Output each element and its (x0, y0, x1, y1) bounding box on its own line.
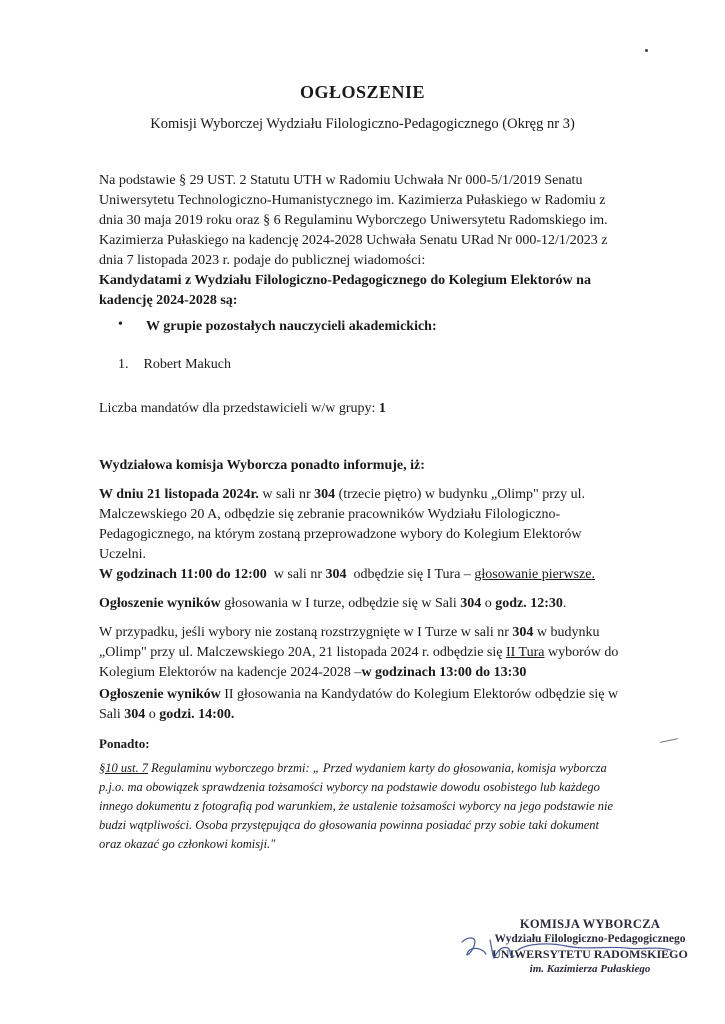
page-subtitle: Komisji Wyborczej Wydziału Filologiczno-Pedagogicznego (Okręg nr 3) (150, 116, 575, 132)
meeting-text: (trzecie piętro) w budynku „Olimp" przy ul. (335, 487, 585, 502)
candidates-heading-line: Kandydatami z Wydziału Filologiczno-Pedagogicznego do Kolegium Elektorów na (99, 273, 591, 288)
round2-text: Kolegium Elektorów na kadencje 2024-2028 – (99, 665, 362, 680)
stamp-line: KOMISJA WYBORCZA (519, 917, 661, 931)
bullet-icon: • (118, 317, 123, 332)
room-number: 304 (325, 567, 347, 582)
intro-line: dnia 30 maja 2019 roku oraz § 6 Regulaminu Wyborczego Uniwersytetu Radomskiego im. (99, 213, 608, 228)
room-number: 304 (512, 625, 534, 640)
list-item (118, 355, 678, 375)
stamp-line: Wydziału Filologiczno-Pedagogicznego (494, 933, 686, 945)
round2-text: w budynku (533, 625, 600, 640)
round2-text: wyborów do (544, 645, 619, 660)
results2-line (99, 685, 659, 705)
intro-line: Uniwersytetu Technologiczno-Humanistycznego im. Kazimierza Pułaskiego w Radomiu z (99, 193, 606, 208)
round2-hours: w godzinach 13:00 do 13:30 (361, 665, 527, 680)
meeting-date: W dniu 21 listopada 2024r. (99, 487, 259, 502)
mandates-text: Liczba mandatów dla przedstawicieli w/w grupy: (99, 401, 379, 416)
round1-text: odbędzie się I Tura – (346, 567, 475, 582)
room-number: 304 (460, 596, 482, 611)
meeting-line: Malczewskiego 20 A, odbędzie się zebranie pracowników Wydziału Filologiczno- (99, 507, 561, 522)
scan-speck (645, 49, 648, 52)
intro-line: dnia 7 listopada 2023 r. podaje do publicznej wiadomości: (99, 253, 426, 268)
results1-lead: Ogłoszenie wyników (99, 596, 221, 611)
room-number: 304 (124, 707, 146, 722)
group-label: W grupie pozostałych nauczycieli akademickich: (146, 319, 437, 334)
intro-paragraph (99, 171, 659, 271)
regulation-quote (99, 759, 669, 854)
results1-time: godz. 12:30 (495, 596, 563, 611)
round2-tura: II Tura (505, 645, 545, 660)
round1-text: w sali nr (266, 567, 326, 582)
results1-line (99, 594, 659, 614)
round2-line (99, 623, 669, 643)
meeting-line (99, 485, 659, 505)
meeting-paragraph (99, 485, 659, 565)
regulation-text: Regulaminu wyborczego brzmi: „ Przed wydaniem karty do głosowania, komisja wyborcza (147, 761, 607, 775)
meeting-line: Pedagogicznego, na którym zostaną przeprowadzone wybory do Kolegium Elektorów (99, 527, 582, 542)
regulation-ref: §10 ust. 7 (99, 761, 148, 775)
results2-line (99, 705, 659, 725)
page-title: OGŁOSZENIE (299, 82, 426, 102)
round2-paragraph (99, 623, 669, 683)
meeting-text: w sali nr (258, 487, 315, 502)
list-item-number: 1. (118, 357, 129, 372)
regulation-line: budzi wątpliwości. Osoba przystępująca do głosowania powinna posiadać przy sobie taki dokument (99, 818, 599, 832)
results1-text: o (481, 596, 496, 611)
regulation-line (99, 759, 669, 778)
results1-text: . (562, 596, 567, 611)
mandates-line (99, 399, 659, 419)
scan-mark (660, 738, 678, 743)
results2-lead: Ogłoszenie wyników (99, 687, 221, 702)
candidates-heading (99, 271, 659, 311)
round2-text: „Olimp" przy ul. Malczewskiego 20A, 21 listopada 2024 r. odbędzie się (99, 645, 506, 660)
round1-vote-label: głosowanie pierwsze. (474, 567, 595, 582)
round2-text: W przypadku, jeśli wybory nie zostaną rozstrzygnięte w I Turze w sali nr (99, 625, 513, 640)
intro-line: Na podstawie § 29 UST. 2 Statutu UTH w Radomiu Uchwała Nr 000-5/1/2019 Senatu (99, 173, 583, 188)
handwritten-signature (456, 928, 686, 968)
results2-text: o (145, 707, 160, 722)
regulation-line: p.j.o. ma obowiązek sprawdzenia tożsamości wyborcy na podstawie dowodu osobistego lub każdego (99, 780, 600, 794)
results1-text: głosowania w I turze, odbędzie się w Sali (220, 596, 461, 611)
stamp-line: UNIWERSYTETU RADOMSKIEGO (492, 947, 688, 961)
results2-text: II głosowania na Kandydatów do Kolegium Elektorów odbędzie się w (220, 687, 619, 702)
room-number: 304 (314, 487, 336, 502)
results2-text: Sali (99, 707, 125, 722)
ponadto-label: Ponadto: (99, 736, 150, 751)
round2-line (99, 663, 669, 683)
info-heading: Wydziałowa komisja Wyborcza ponadto informuje, iż: (99, 458, 425, 473)
intro-line: Kazimierza Pułaskiego na kadencję 2024-2028 Uchwała Senatu URad Nr 000-12/1/2023 z (99, 233, 608, 248)
regulation-line: oraz okazać go członkowi komisji." (99, 837, 276, 851)
round2-line (99, 643, 669, 663)
meeting-line: Uczelni. (99, 547, 147, 562)
round1-line (99, 565, 669, 585)
results2-time: godzi. 14:00. (159, 707, 235, 722)
stamp-line: im. Kazimierza Pułaskiego (529, 963, 651, 975)
candidates-heading-line: kadencję 2024-2028 są: (99, 293, 238, 308)
results2-paragraph (99, 685, 659, 725)
round1-hours: W godzinach 11:00 do 12:00 (99, 567, 267, 582)
candidate-name: Robert Makuch (143, 357, 231, 372)
regulation-line: innego dokumentu z fotografią pod warunkiem, że ustalenie tożsamości wyborcy na jego podstawie nie (99, 799, 614, 813)
mandates-value: 1 (378, 401, 386, 416)
